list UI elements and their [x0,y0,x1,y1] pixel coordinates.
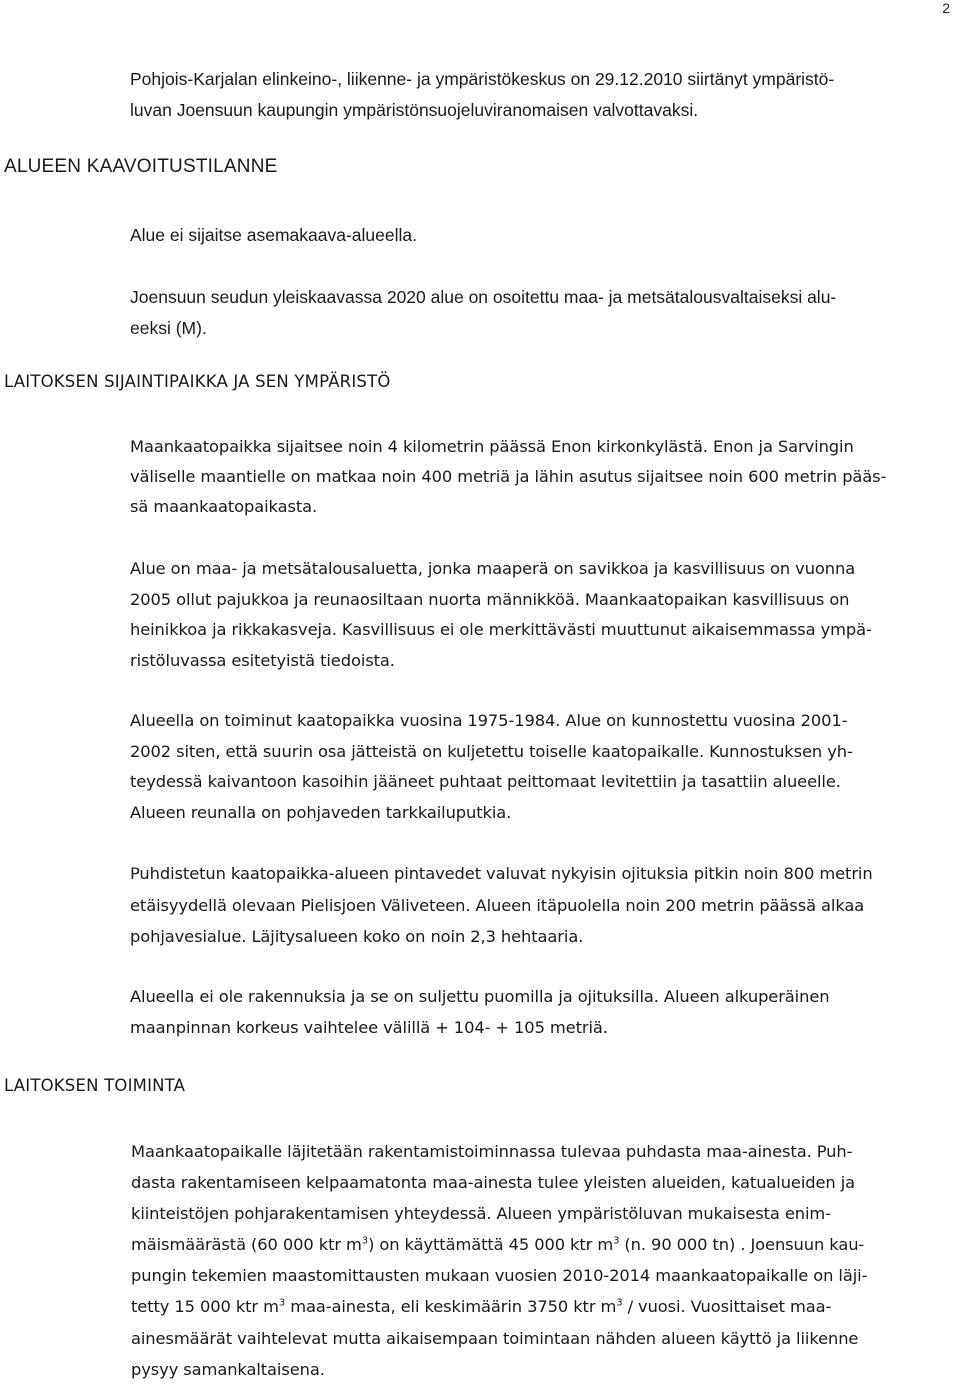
intro-paragraph [130,64,960,126]
section-heading-sijainti: LAITOKSEN SIJAINTIPAIKKA JA SEN YMPÄRISTÖ [4,372,391,391]
superscript: 3 [613,1235,620,1247]
sijainti-paragraph-2 [130,554,960,676]
text-line: sä maankaatopaikasta. [130,497,318,516]
sijainti-paragraph-4 [130,858,960,953]
text-line: 2005 ollut pajukkoa ja reunaosiltaan nuorta männikköä. Maankaatopaikan kasvillisuus on [130,589,850,609]
text-line: Puhdistetun kaatopaikka-alueen pintavedet valuvat nykyisin ojituksia pitkin noin 800 metrin [130,864,873,883]
text-line: ristöluvassa esitetyistä tiedoista. [130,650,395,670]
text-line [131,1229,960,1260]
sijainti-paragraph-3 [130,706,960,828]
text-line: dasta rakentamiseen kelpaamatonta maa-ainesta tulee yleisten alueiden, katualueiden ja [131,1173,856,1193]
sijainti-paragraph-5 [130,982,960,1043]
text-line: pungin tekemien maastomittausten mukaan vuosien 2010-2014 maankaatopaikalle on läji- [131,1266,868,1286]
text-segment: maa-ainesta, eli keskimäärin 3750 ktr m [285,1297,617,1317]
text-segment: / vuosi. Vuosittaiset maa- [622,1297,832,1317]
text-segment: ) on käyttämättä 45 000 ktr m [368,1235,614,1255]
text-line [131,1291,960,1322]
text-line: teydessä kaivantoon kasoihin jääneet puhtaat peittomaat levitettiin ja tasattiin alueelle. [130,772,841,791]
text-line: luvan Joensuun kaupungin ympäristönsuojeluviranomaisen valvottavaksi. [130,100,699,120]
section-heading-kaavoitus: ALUEEN KAAVOITUSTILANNE [4,156,278,177]
sijainti-paragraph-1 [130,432,960,522]
superscript: 3 [616,1298,623,1310]
text-line: väliselle maantielle on matkaa noin 400 metriä ja lähin asutus sijaitsee noin 600 metrin pääs- [130,467,887,486]
text-line: 2002 siten, että suurin osa jätteistä on kuljetettu toiselle kaatopaikalle. Kunnostuksen yh- [130,741,853,761]
text-line: Joensuun seudun yleiskaavassa 2020 alue on osoitettu maa- ja metsätalousvaltaiseksi alu- [130,287,837,307]
superscript: 3 [361,1235,369,1247]
section-heading-toiminta: LAITOKSEN TOIMINTA [4,1076,186,1095]
text-line: Maankaatopaikalle läjitetään rakentamistoiminnassa tulevaa puhdasta maa-ainesta. Puh- [131,1142,853,1161]
page-number: 2 [942,0,950,16]
text-line: Pohjois-Karjalan elinkeino-, liikenne- ja ympäristökeskus on 29.12.2010 siirtänyt ympäristö- [130,69,835,89]
text-line: heinikkoa ja rikkakasveja. Kasvillisuus ei ole merkittävästi muuttunut aikaisemmassa ympä- [130,620,872,639]
text-line: Alue ei sijaitse asemakaava-alueella. [130,225,417,245]
text-segment: tetty 15 000 ktr m [131,1297,279,1317]
text-line: Alue on maa- ja metsätalousaluetta, jonka maaperä on savikkoa ja kasvillisuus on vuonna [130,559,856,578]
text-line: kiinteistöjen pohjarakentamisen yhteydessä. Alueen ympäristöluvan mukaisesta enim- [131,1204,831,1224]
text-line: maanpinnan korkeus vaihtelee välillä + 104- + 105 metriä. [130,1017,608,1037]
kaavoitus-paragraph-1 [130,220,960,251]
text-line: ainesmäärät vaihtelevat mutta aikaisempaan toimintaan nähden alueen käyttö ja liikenne [131,1328,859,1348]
text-segment: (n. 90 000 tn) . Joensuun kau- [619,1235,865,1255]
text-segment: mäismäärästä (60 000 ktr m [131,1235,362,1255]
text-line: etäisyydellä olevaan Pielisjoen Väliveteen. Alueen itäpuolella noin 200 metrin päässä alkaa [130,895,865,915]
superscript: 3 [278,1298,286,1310]
text-line: Alueella ei ole rakennuksia ja se on suljettu puomilla ja ojituksilla. Alueen alkuperäinen [130,987,830,1006]
text-line: pysyy samankaltaisena. [131,1359,325,1379]
text-line: Alueen reunalla on pohjaveden tarkkailuputkia. [130,802,512,822]
kaavoitus-paragraph-2 [130,282,960,344]
text-line: Maankaatopaikka sijaitsee noin 4 kilometrin päässä Enon kirkonkylästä. Enon ja Sarvingin [130,437,854,456]
toiminta-paragraph [131,1136,960,1385]
text-line: Alueella on toiminut kaatopaikka vuosina 1975-1984. Alue on kunnostettu vuosina 2001- [130,711,848,730]
text-line: eeksi (M). [130,318,207,338]
text-line: pohjavesialue. Läjitysalueen koko on noin 2,3 hehtaaria. [130,927,584,946]
